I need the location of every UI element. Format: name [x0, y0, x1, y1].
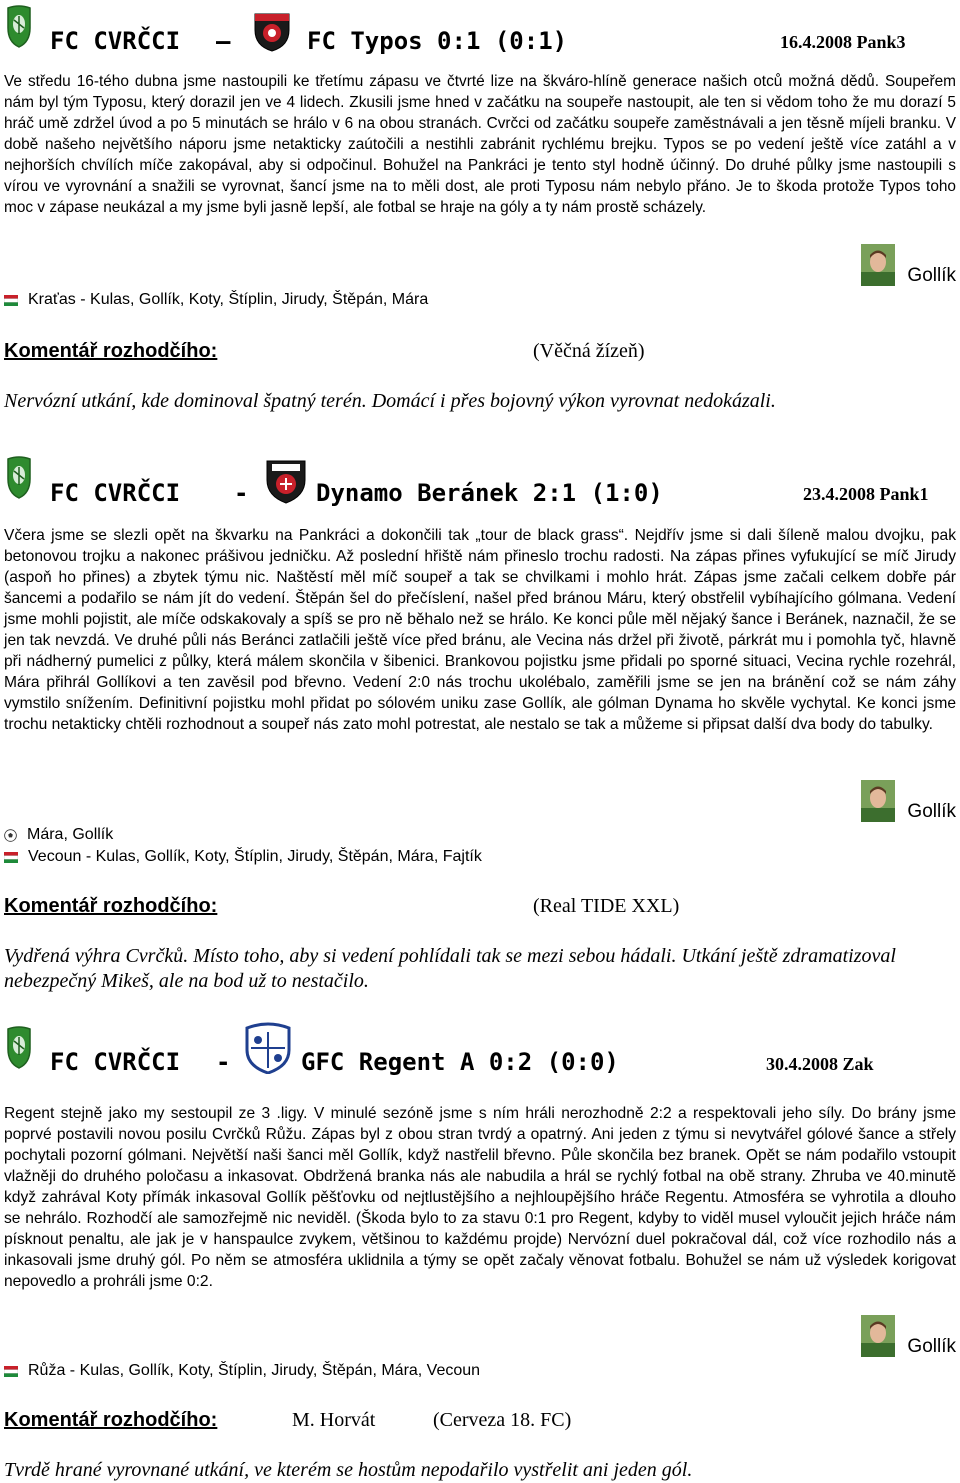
match-2-away-score: Dynamo Beránek 2:1 (1:0) — [316, 479, 663, 507]
fc-cvrcci-logo — [4, 455, 34, 499]
match-3-lineup — [4, 1362, 480, 1380]
match-3-referee-comment: Tvrdě hrané vyrovnané utkání, ve kterém se hostům nepodařilo vystřelit ani jeden gól. — [4, 1459, 693, 1481]
best-player-name: Gollík — [907, 801, 956, 822]
match-1-report: Ve středu 16-tého dubna jsme nastoupili ke třetímu zápasu ve čtvrté lize na škváro-hlíně generace našich otců možná dědů. Soupeřem nám byl tým Typosu, který dorazil jen ve 4 lidech. Zkusili jsme hned v začátku na soupeře nastoupit, ale ten si vědom toho že mu dorazí 5 hráč umě zdržel úvod a po 5 minutách se hrálo v 6 na obou stranách. Cvrčci od začátku soupeře zaměstnávali a jen těsně míjeli branku. V době našeho největšího náporu jsme netakticky zaútočili a nestihli zabránit rychlému brejku. Typos se po vedení ještě více zatáhl a v nejhorších chvílích míče zakopával, aby si odpočinul. Bohužel na Pankráci je tento styl hodně účinný. Do druhé půlky jsme nastoupili s vírou ve vyrovnání a snažili se vyrovnat, šancí jsme na to měli dost, ale proti Typosu nám nebylo přáno. Je to škoda protože Typos toho moc v zápase neukázal a my jsme byli jasně lepší, ale fotbal se hraje na góly a ty nám prostě scházely. — [4, 73, 956, 216]
match-1-lineup — [4, 291, 428, 309]
match-1-best-player — [861, 244, 956, 286]
match-1-away-score: FC Typos 0:1 (0:1) — [307, 27, 568, 55]
match-1-date-league: 16.4.2008 Pank3 — [780, 32, 906, 52]
match-3-home-team: FC CVRČCI — [50, 1048, 181, 1076]
match-2-date-league: 23.4.2008 Pank1 — [803, 484, 929, 504]
scorers-text: Mára, Gollík — [27, 826, 114, 843]
match-3-referee-team: (Cerveza 18. FC) — [433, 1409, 572, 1431]
match-3-dash: - — [216, 1048, 231, 1076]
match-3-date-league: 30.4.2008 Zak — [766, 1054, 874, 1074]
match-3-referee-name: M. Horvát — [292, 1409, 376, 1431]
match-2-best-player — [861, 780, 956, 822]
match-3-away-score: GFC Regent A 0:2 (0:0) — [301, 1048, 619, 1076]
match-3-best-player — [861, 1315, 956, 1357]
match-1-referee-comment: Nervózní utkání, kde dominoval špatný terén. Domácí i přes bojovný výkon vyrovnat nedokázali. — [4, 390, 776, 412]
match-2-referee-label: Komentář rozhodčího: — [4, 895, 218, 917]
lineup-text: Vecoun - Kulas, Gollík, Koty, Štíplin, Jirudy, Štěpán, Mára, Fajtík — [28, 848, 482, 865]
typos-logo — [252, 8, 292, 52]
best-player-name: Gollík — [907, 265, 956, 286]
match-2-report: Včera jsme se slezli opět na škvarku na Pankráci a dokončili tak „tour de black grass“. Nejdřív jsme si dali šíleně malou dvojku, pak betonovou trojku a nakonec prášivou jedničku. Až poslední hřiště nám přineslo trochu radosti. Na zápas přines vyfukující se míč Jirudy (aspoň ho přines) a zbytek týmu nic. Naštěstí měl míč soupeř a tak se chvilkami i mohlo hrát. Zápas jsme začali celkem dobře pár šancemi a podařilo se nám jít do vedení. Štěpán šel do přečíslení, našel před bránou Máru, který obstřelil vybíhajícího gólmana. Vedení jsme mohli pojistit, ale míče odskakovaly a spíš se pro ně běhalo než se hrálo. Ke konci půle měl nějaký šance i Beránek, naznačil, že se jen tak nevzdá. Ve druhé půli nás Beránci zatlačili ještě více před bránu, ale Vecina nás držel při životě, párkrát mu i pomohla tyč, hlavně při nádherný pumelici z půlky, která málem skončila v šibenici. Brankovou pojistku jsme přidali po sporné situaci, Vecina rychle rozehrál, Mára přihrál Gollíkovi a ten zavěsil pod břevno. Vedení 2:0 nás trochu ukolébalo, zaměřili jsme se jen na bránění což se nám záhy vymstilo snížením. Definitivní pojistku mohl přidat po sólovém uniku zase Gollík, ale gólman Dynama ho skvěle vychytal. Ke konci jsme trochu netakticky chtěli rozhodnout a soupeř nás zato mohl potrestat, ale nestalo se tak a můžeme si připsat další dva body do tabulky. — [4, 527, 956, 733]
match-2-referee-comment: Vydřená výhra Cvrčků. Místo toho, aby si vedení pohlídali tak se mezi sebou hádali. Utkání ještě zdramatizoval nebezpečný Mikeš, ale na bod už to nestačilo. — [4, 945, 896, 992]
lineup-text: Kraťas - Kulas, Gollík, Koty, Štíplin, Jirudy, Štěpán, Mára — [28, 291, 429, 308]
match-1-home-team: FC CVRČCI — [50, 27, 181, 55]
player-photo-icon — [861, 1315, 895, 1357]
lineup-text: Růža - Kulas, Gollík, Koty, Štíplin, Jirudy, Štěpán, Mára, Vecoun — [28, 1362, 481, 1379]
lineup-shirt-icon — [4, 1366, 18, 1377]
match-1-referee-team: (Věčná žízeň) — [533, 340, 645, 362]
match-2-dash: - — [234, 479, 249, 507]
match-2-home-team: FC CVRČCI — [50, 479, 181, 507]
fc-cvrcci-logo — [4, 1025, 34, 1069]
match-2-scorers — [4, 826, 113, 844]
match-2-lineup — [4, 848, 482, 866]
match-1-dash: – — [216, 27, 231, 55]
match-1-referee-label: Komentář rozhodčího: — [4, 340, 218, 362]
match-3-report: Regent stejně jako my sestoupil ze 3 .ligy. V minulé sezóně jsme s ním hráli nerozhodně 2:2 a respektovali jeho síly. Do brány jsme poprvé postavili novou posilu Cvrčků Růžu. Zápas byl z obou stran tvrdý a opatrný. Ani jeden z týmu si nevytvářel gólové šance a střely pochytali pozorní gólmani. Největší naši šanci měl Gollík, když nastřelil břevno. Půle skončila bez branek. Opět se nám podařilo vstoupit vlažněji do druhého poločasu a inkasovat. Obdržená branka nás ale nabudila a hrál se rychlý fotbal na obě strany. Zhruba ve 40.minutě když zahrával Koty přímák inkasoval Gollík pěšťovku od nejtlustějšího a nejhloupějšího hráče Regentu. Atmosféra se vyhrotila a dlouho se nehrálo. Rozhodčí ale samozřejmě nic neviděl. (Škoda bylo to za stavu 0:1 pro Regent, kdyby to viděl musel vyloučit jejich hráče nám písknout penaltu, ale jak je v hanspaulce zvykem, většinou to každému projde) Nervózní duel pokračoval dál, což více rozhodilo nás a inkasovali jsme druhý gól. Po něm se atmosféra uklidnila a týmy se opět začaly věnovat fotbalu. Bohužel se nám už výsledek korigovat nepovedlo a prohráli jsme 0:2. — [4, 1105, 956, 1290]
dynamo-logo — [264, 456, 308, 504]
lineup-shirt-icon — [4, 295, 18, 306]
match-2-referee-team: (Real TIDE XXL) — [533, 895, 680, 917]
gfc-regent-logo — [243, 1020, 293, 1074]
player-photo-icon — [861, 244, 895, 286]
player-photo-icon — [861, 780, 895, 822]
soccer-ball-icon — [4, 829, 17, 842]
lineup-shirt-icon — [4, 852, 18, 863]
fc-cvrcci-logo — [4, 4, 34, 48]
best-player-name: Gollík — [907, 1336, 956, 1357]
match-3-referee-label: Komentář rozhodčího: — [4, 1409, 218, 1431]
